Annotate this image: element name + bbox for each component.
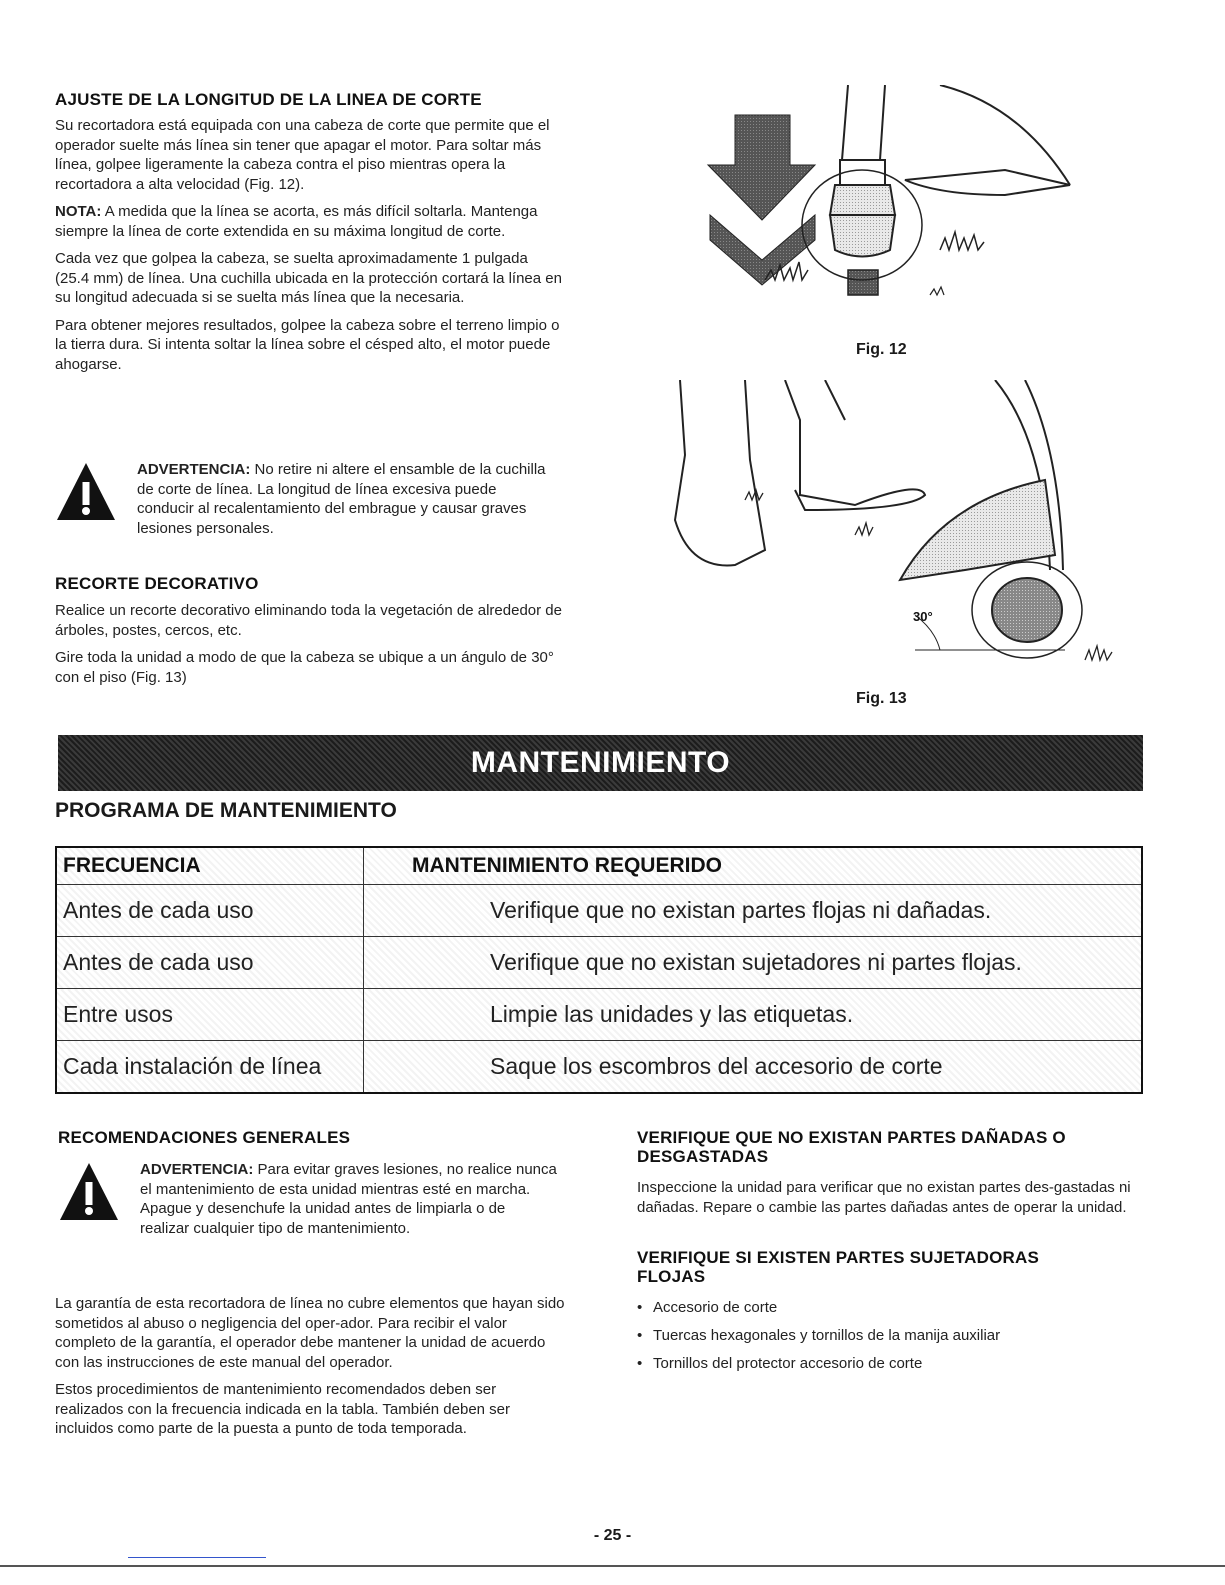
frequency-cell: Antes de cada uso: [56, 885, 364, 937]
page-bottom-edge: [0, 1565, 1225, 1567]
task-cell: Saque los escombros del accesorio de corte: [364, 1041, 1143, 1094]
table-row: [56, 989, 1142, 1041]
table-row: [56, 885, 1142, 937]
warning-block-general: [58, 1160, 558, 1238]
section-title-general: RECOMENDACIONES GENERALES: [58, 1128, 351, 1147]
maintenance-banner-title: MANTENIMIENTO: [470, 746, 731, 779]
warning-message: Para evitar graves lesiones, no realice nunca el mantenimiento de esta unidad mientras esté en marcha. Apague y desenchufe la unidad antes de limpiarla o de realizar cualquier tipo de mantenimiento.: [140, 1161, 557, 1237]
maintenance-schedule-table: [55, 846, 1143, 1094]
maintenance-schedule-title: PROGRAMA DE MANTENIMIENTO: [55, 799, 397, 822]
paragraph: Su recortadora está equipada con una cabeza de corte que permite que el operador suelte más línea sin tener que apagar el motor. Para soltar más línea, golpee ligeramente la cabeza contra el piso mientras opera la recortadora a alta velocidad (Fig. 12).: [55, 117, 550, 193]
list-item: • Accesorio de corte: [637, 1299, 1147, 1316]
note-paragraph: [55, 202, 565, 241]
page-number: - 25 -: [593, 1527, 632, 1544]
fig12-caption: Fig. 12: [856, 341, 907, 358]
fig13-angle-label: 30°: [913, 609, 933, 624]
section-title-line-length: AJUSTE DE LA LONGITUD DE LA LINEA DE CORTE: [55, 90, 482, 109]
col-frequency-header: FRECUENCIA: [56, 847, 364, 885]
paragraph: Gire toda la unidad a modo de que la cabeza se ubique a un ángulo de 30° con el piso (Fig. 13): [55, 649, 554, 686]
warning-triangle-icon: [55, 460, 117, 522]
paragraph: La garantía de esta recortadora de línea no cubre elementos que hayan sido sometidos al abuso o negligencia del oper-ador. Para recibir el valor completo de la garantía, el operador debe mantener la unidad de acuerdo con las instrucciones de este manual del operador.: [55, 1295, 565, 1371]
fig13-illustration: [665, 380, 1145, 680]
table-header-row: [56, 847, 1142, 885]
warning-block-line-cutter: [55, 460, 555, 538]
table-row: [56, 937, 1142, 989]
frequency-cell: Cada instalación de línea: [56, 1041, 364, 1094]
frequency-cell: Entre usos: [56, 989, 364, 1041]
section-decorative-body: [55, 601, 565, 695]
bottom-link-line: [128, 1557, 266, 1558]
frequency-cell: Antes de cada uso: [56, 937, 364, 989]
section-title-decorative: RECORTE DECORATIVO: [55, 574, 259, 593]
section-verify-damaged-body: [637, 1178, 1147, 1225]
section-title-verify-damaged: VERIFIQUE QUE NO EXISTAN PARTES DAÑADAS O DESGASTADAS: [637, 1128, 1066, 1166]
paragraph: Inspeccione la unidad para verificar que no existan partes des-gastadas ni dañadas. Repare o cambie las partes dañadas antes de operar la unidad.: [637, 1179, 1131, 1216]
list-item: • Tornillos del protector accesorio de corte: [637, 1355, 1147, 1372]
warning-text: [140, 1160, 558, 1238]
task-cell: Verifique que no existan sujetadores ni partes flojas.: [364, 937, 1143, 989]
list-item: • Tuercas hexagonales y tornillos de la manija auxiliar: [637, 1327, 1147, 1344]
warning-message: No retire ni altere el ensamble de la cuchilla de corte de línea. La longitud de línea excesiva puede conducir al recalentamiento del embrague y causar graves lesiones personales.: [137, 461, 546, 537]
task-cell: Limpie las unidades y las etiquetas.: [364, 989, 1143, 1041]
table-row: [56, 1041, 1142, 1094]
paragraph: Estos procedimientos de mantenimiento recomendados deben ser realizados con la frecuencia indicada en la tabla. También deben ser incluidos como parte de la puesta a punto de toda temporada.: [55, 1381, 511, 1437]
note-label: NOTA:: [55, 203, 102, 220]
section-title-verify-loose: VERIFIQUE SI EXISTEN PARTES SUJETADORAS FLOJAS: [637, 1248, 1040, 1286]
task-cell: Verifique que no existan partes flojas ni dañadas.: [364, 885, 1143, 937]
warning-label: ADVERTENCIA:: [140, 1161, 254, 1178]
paragraph: Cada vez que golpea la cabeza, se suelta aproximadamente 1 pulgada (25.4 mm) de línea. Una cuchilla ubicada en la protección cortará la línea en su longitud adecuada si se suelta más línea que la necesaria.: [55, 250, 562, 306]
note-text: A medida que la línea se acorta, es más difícil soltarla. Mantenga siempre la línea de corte extendida en su máxima longitud de corte.: [55, 203, 538, 240]
col-maintenance-header: MANTENIMIENTO REQUERIDO: [364, 847, 1143, 885]
paragraph: Para obtener mejores resultados, golpee la cabeza sobre el terreno limpio o la tierra dura. Si intenta soltar la línea sobre el césped alto, el motor puede ahogarse.: [55, 316, 560, 373]
warning-triangle-icon: [58, 1160, 120, 1222]
paragraph: Realice un recorte decorativo eliminando toda la vegetación de alrededor de árboles, postes, cercos, etc.: [55, 602, 562, 639]
fig13-caption: Fig. 13: [856, 690, 907, 707]
warning-label: ADVERTENCIA:: [137, 461, 251, 478]
fig12-illustration: [690, 85, 1080, 320]
maintenance-banner: [58, 735, 1143, 791]
loose-fasteners-list: [637, 1299, 1147, 1383]
section-line-length-body: [55, 116, 565, 382]
warning-text: [137, 460, 555, 538]
section-general-body: [55, 1294, 565, 1447]
